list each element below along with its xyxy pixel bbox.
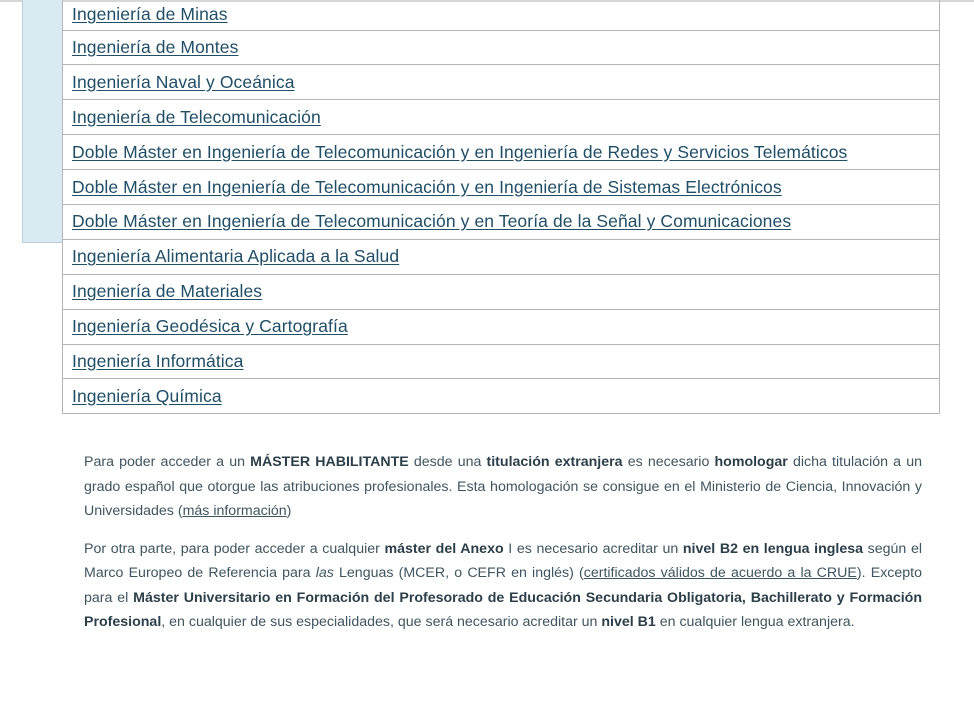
foreign-degree-paragraph: Para poder acceder a un MÁSTER HABILITANTE desde una titulación extranjera es necesario homologar dicha titulación a un grado español que otorgue las atribuciones profesionales. Esta homologación se consigue en el Ministerio de Ciencia, Innovación y Universidades (más información): [84, 454, 922, 519]
language-requirement-paragraph: Por otra parte, para poder acceder a cualquier máster del Anexo I es necesario acreditar un nivel B2 en lengua inglesa según el Marco Europeo de Referencia para las Lenguas (MCER, o CEFR en inglés) (certificados válidos de acuerdo a la CRUE). Excepto para el Máster Universitario en Formación del Profesorado de Educación Secundaria Obligatoria, Bachillerato y Formación Profesional, en cualquier de sus especialidades, que será necesario acreditar un nivel B1 en cualquier lengua extranjera.: [84, 540, 923, 630]
list-item: [63, 309, 940, 344]
list-item: [63, 344, 940, 379]
program-link-materiales[interactable]: Ingeniería de Materiales: [72, 281, 263, 302]
list-item: [63, 274, 940, 309]
list-item: [63, 0, 940, 30]
program-link-montes[interactable]: Ingeniería de Montes: [72, 36, 239, 57]
program-link-doble-sistemas[interactable]: Doble Máster en Ingeniería de Telecomunicación y en Ingeniería de Sistemas Electrónicos: [72, 176, 782, 197]
list-item: [63, 204, 940, 239]
more-info-link[interactable]: más información: [182, 503, 287, 519]
program-link-telecomunicacion[interactable]: Ingeniería de Telecomunicación: [72, 106, 321, 127]
crue-certificates-link[interactable]: certificados válidos de acuerdo a la CRUE: [583, 565, 857, 581]
row-group-highlight: [22, 0, 62, 243]
list-item: [63, 239, 940, 274]
program-link-quimica[interactable]: Ingeniería Química: [72, 385, 222, 406]
list-item: [63, 100, 940, 135]
program-link-doble-senal[interactable]: Doble Máster en Ingeniería de Telecomunicación y en Teoría de la Señal y Comunicaciones: [72, 211, 792, 232]
program-link-doble-redes[interactable]: Doble Máster en Ingeniería de Telecomunicación y en Ingeniería de Redes y Servicios Telemáticos: [72, 141, 848, 162]
list-item: [63, 65, 940, 100]
list-item: [63, 170, 940, 205]
program-link-minas[interactable]: Ingeniería de Minas: [72, 4, 228, 25]
access-notes: [84, 450, 922, 648]
program-link-informatica[interactable]: Ingeniería Informática: [72, 350, 244, 371]
list-item: [63, 379, 940, 414]
program-link-naval[interactable]: Ingeniería Naval y Oceánica: [72, 71, 295, 92]
program-link-alimentaria[interactable]: Ingeniería Alimentaria Aplicada a la Salud: [72, 246, 400, 267]
program-list: [62, 0, 940, 414]
list-item: [63, 135, 940, 170]
program-link-geodesica[interactable]: Ingeniería Geodésica y Cartografía: [72, 316, 348, 337]
list-item: [63, 30, 940, 65]
